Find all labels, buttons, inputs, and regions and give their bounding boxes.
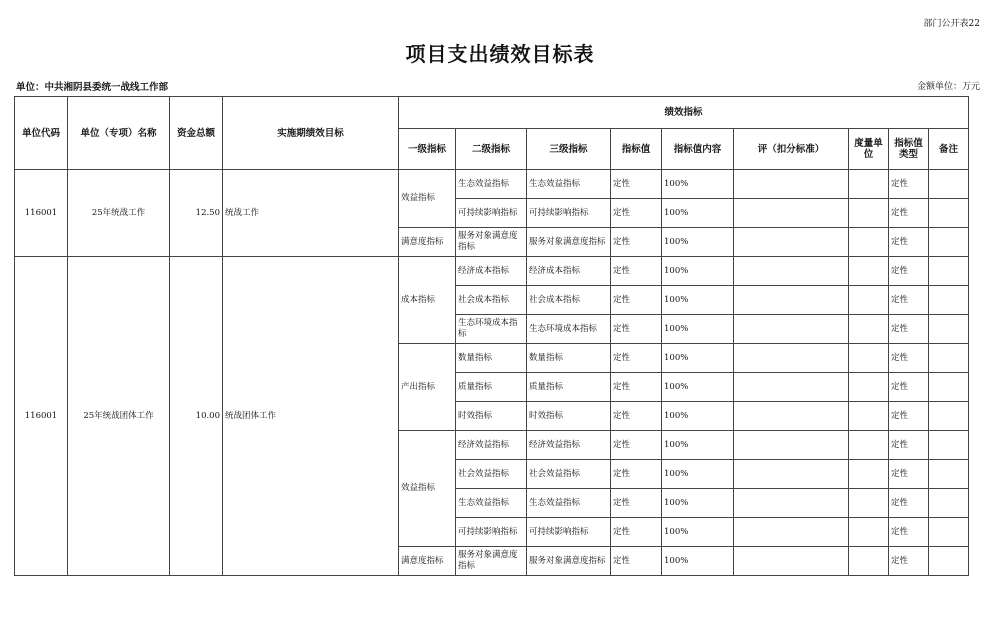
cell-indicator-value: 定性 bbox=[611, 518, 662, 547]
cell-level1: 成本指标 bbox=[399, 257, 456, 344]
cell-level1: 效益指标 bbox=[399, 431, 456, 547]
cell-value-content: 100% bbox=[662, 373, 734, 402]
cell-level2: 经济成本指标 bbox=[456, 257, 527, 286]
cell-level2: 经济效益指标 bbox=[456, 431, 527, 460]
money-unit-label: 金额单位：万元 bbox=[916, 82, 980, 92]
cell-value-type: 定性 bbox=[889, 199, 929, 228]
cell-remark bbox=[929, 373, 969, 402]
cell-level2: 社会成本指标 bbox=[456, 286, 527, 315]
cell-value-type: 定性 bbox=[889, 518, 929, 547]
cell-unit-code: 116001 bbox=[15, 170, 68, 257]
cell-value-type: 定性 bbox=[889, 228, 929, 257]
cell-value-type: 定性 bbox=[889, 489, 929, 518]
cell-measure-unit bbox=[849, 489, 889, 518]
header-indicator-value: 指标值 bbox=[611, 129, 662, 170]
header-total-funds: 资金总额 bbox=[170, 97, 223, 170]
cell-indicator-value: 定性 bbox=[611, 460, 662, 489]
cell-measure-unit bbox=[849, 315, 889, 344]
cell-indicator-value: 定性 bbox=[611, 489, 662, 518]
cell-indicator-value: 定性 bbox=[611, 431, 662, 460]
cell-indicator-value: 定性 bbox=[611, 402, 662, 431]
cell-value-content: 100% bbox=[662, 489, 734, 518]
cell-measure-unit bbox=[849, 518, 889, 547]
cell-indicator-value: 定性 bbox=[611, 257, 662, 286]
header-value-content: 指标值内容 bbox=[662, 129, 734, 170]
cell-goal: 统战团体工作 bbox=[223, 257, 399, 576]
cell-level2: 时效指标 bbox=[456, 402, 527, 431]
header-unit-code: 单位代码 bbox=[15, 97, 68, 170]
header-scoring-criteria: 评（扣分标准） bbox=[734, 129, 849, 170]
cell-value-content: 100% bbox=[662, 460, 734, 489]
cell-measure-unit bbox=[849, 344, 889, 373]
cell-level3: 社会成本指标 bbox=[527, 286, 611, 315]
cell-value-type: 定性 bbox=[889, 460, 929, 489]
cell-level1: 效益指标 bbox=[399, 170, 456, 228]
cell-indicator-value: 定性 bbox=[611, 228, 662, 257]
cell-level2: 可持续影响指标 bbox=[456, 518, 527, 547]
cell-remark bbox=[929, 315, 969, 344]
cell-level1: 满意度指标 bbox=[399, 547, 456, 576]
cell-indicator-value: 定性 bbox=[611, 547, 662, 576]
cell-level2: 生态环境成本指标 bbox=[456, 315, 527, 344]
cell-remark bbox=[929, 460, 969, 489]
cell-level3: 可持续影响指标 bbox=[527, 518, 611, 547]
unit-label: 单位：中共湘阴县委统一战线工作部 bbox=[16, 82, 169, 93]
cell-level3: 生态效益指标 bbox=[527, 170, 611, 199]
page-title: 项目支出绩效目标表 bbox=[405, 42, 595, 66]
cell-measure-unit bbox=[849, 170, 889, 199]
cell-remark bbox=[929, 402, 969, 431]
header-remark: 备注 bbox=[929, 129, 969, 170]
cell-scoring-criteria bbox=[734, 489, 849, 518]
cell-unit-code: 116001 bbox=[15, 257, 68, 576]
cell-measure-unit bbox=[849, 373, 889, 402]
cell-level3: 生态效益指标 bbox=[527, 489, 611, 518]
cell-scoring-criteria bbox=[734, 460, 849, 489]
cell-remark bbox=[929, 431, 969, 460]
cell-remark bbox=[929, 547, 969, 576]
header-level3: 三级指标 bbox=[527, 129, 611, 170]
table-row bbox=[15, 170, 969, 199]
cell-scoring-criteria bbox=[734, 170, 849, 199]
cell-amount: 12.50 bbox=[170, 170, 223, 257]
cell-indicator-value: 定性 bbox=[611, 315, 662, 344]
cell-indicator-value: 定性 bbox=[611, 344, 662, 373]
cell-remark bbox=[929, 286, 969, 315]
cell-scoring-criteria bbox=[734, 344, 849, 373]
cell-level2: 社会效益指标 bbox=[456, 460, 527, 489]
cell-value-content: 100% bbox=[662, 547, 734, 576]
header-performance-indicators: 绩效指标 bbox=[399, 97, 969, 129]
cell-level3: 可持续影响指标 bbox=[527, 199, 611, 228]
cell-remark bbox=[929, 257, 969, 286]
cell-indicator-value: 定性 bbox=[611, 286, 662, 315]
cell-scoring-criteria bbox=[734, 257, 849, 286]
cell-value-content: 100% bbox=[662, 257, 734, 286]
cell-scoring-criteria bbox=[734, 199, 849, 228]
cell-measure-unit bbox=[849, 257, 889, 286]
cell-amount: 10.00 bbox=[170, 257, 223, 576]
cell-indicator-value: 定性 bbox=[611, 199, 662, 228]
cell-value-content: 100% bbox=[662, 402, 734, 431]
cell-indicator-value: 定性 bbox=[611, 373, 662, 402]
cell-measure-unit bbox=[849, 199, 889, 228]
cell-value-type: 定性 bbox=[889, 315, 929, 344]
cell-value-type: 定性 bbox=[889, 286, 929, 315]
cell-level3: 社会效益指标 bbox=[527, 460, 611, 489]
cell-value-content: 100% bbox=[662, 518, 734, 547]
cell-measure-unit bbox=[849, 431, 889, 460]
cell-level3: 服务对象满意度指标 bbox=[527, 547, 611, 576]
cell-value-content: 100% bbox=[662, 286, 734, 315]
performance-target-table bbox=[14, 96, 969, 576]
cell-level3: 服务对象满意度指标 bbox=[527, 228, 611, 257]
cell-measure-unit bbox=[849, 402, 889, 431]
cell-value-type: 定性 bbox=[889, 431, 929, 460]
cell-remark bbox=[929, 199, 969, 228]
header-level2: 二级指标 bbox=[456, 129, 527, 170]
cell-scoring-criteria bbox=[734, 518, 849, 547]
cell-indicator-value: 定性 bbox=[611, 170, 662, 199]
cell-remark bbox=[929, 489, 969, 518]
cell-measure-unit bbox=[849, 286, 889, 315]
cell-level2: 服务对象满意度指标 bbox=[456, 547, 527, 576]
cell-measure-unit bbox=[849, 460, 889, 489]
cell-level2: 质量指标 bbox=[456, 373, 527, 402]
cell-value-type: 定性 bbox=[889, 344, 929, 373]
cell-level2: 数量指标 bbox=[456, 344, 527, 373]
cell-level3: 生态环境成本指标 bbox=[527, 315, 611, 344]
cell-level1: 产出指标 bbox=[399, 344, 456, 431]
cell-value-type: 定性 bbox=[889, 170, 929, 199]
cell-remark bbox=[929, 170, 969, 199]
cell-value-type: 定性 bbox=[889, 547, 929, 576]
cell-value-content: 100% bbox=[662, 431, 734, 460]
cell-unit-name: 25年统战团体工作 bbox=[68, 257, 170, 576]
cell-unit-name: 25年统战工作 bbox=[68, 170, 170, 257]
cell-remark bbox=[929, 344, 969, 373]
cell-value-content: 100% bbox=[662, 315, 734, 344]
cell-measure-unit bbox=[849, 547, 889, 576]
cell-remark bbox=[929, 228, 969, 257]
table-number-label: 部门公开表22 bbox=[923, 19, 980, 29]
header-unit-name: 单位（专项）名称 bbox=[68, 97, 170, 170]
cell-scoring-criteria bbox=[734, 547, 849, 576]
header-value-type: 指标值类型 bbox=[889, 129, 929, 170]
cell-level2: 生态效益指标 bbox=[456, 170, 527, 199]
cell-scoring-criteria bbox=[734, 402, 849, 431]
cell-level3: 经济成本指标 bbox=[527, 257, 611, 286]
cell-value-content: 100% bbox=[662, 170, 734, 199]
cell-scoring-criteria bbox=[734, 286, 849, 315]
cell-level3: 经济效益指标 bbox=[527, 431, 611, 460]
cell-value-content: 100% bbox=[662, 199, 734, 228]
cell-value-type: 定性 bbox=[889, 402, 929, 431]
header-measure-unit: 度量单位 bbox=[849, 129, 889, 170]
header-goal: 实施期绩效目标 bbox=[223, 97, 399, 170]
cell-remark bbox=[929, 518, 969, 547]
cell-value-type: 定性 bbox=[889, 257, 929, 286]
header-level1: 一级指标 bbox=[399, 129, 456, 170]
cell-level3: 质量指标 bbox=[527, 373, 611, 402]
cell-level1: 满意度指标 bbox=[399, 228, 456, 257]
cell-level2: 服务对象满意度指标 bbox=[456, 228, 527, 257]
cell-scoring-criteria bbox=[734, 431, 849, 460]
cell-level3: 时效指标 bbox=[527, 402, 611, 431]
cell-scoring-criteria bbox=[734, 228, 849, 257]
cell-value-type: 定性 bbox=[889, 373, 929, 402]
cell-goal: 统战工作 bbox=[223, 170, 399, 257]
cell-level3: 数量指标 bbox=[527, 344, 611, 373]
cell-level2: 可持续影响指标 bbox=[456, 199, 527, 228]
cell-scoring-criteria bbox=[734, 373, 849, 402]
table-row bbox=[15, 257, 969, 286]
cell-value-content: 100% bbox=[662, 228, 734, 257]
cell-scoring-criteria bbox=[734, 315, 849, 344]
cell-value-content: 100% bbox=[662, 344, 734, 373]
cell-level2: 生态效益指标 bbox=[456, 489, 527, 518]
cell-measure-unit bbox=[849, 228, 889, 257]
